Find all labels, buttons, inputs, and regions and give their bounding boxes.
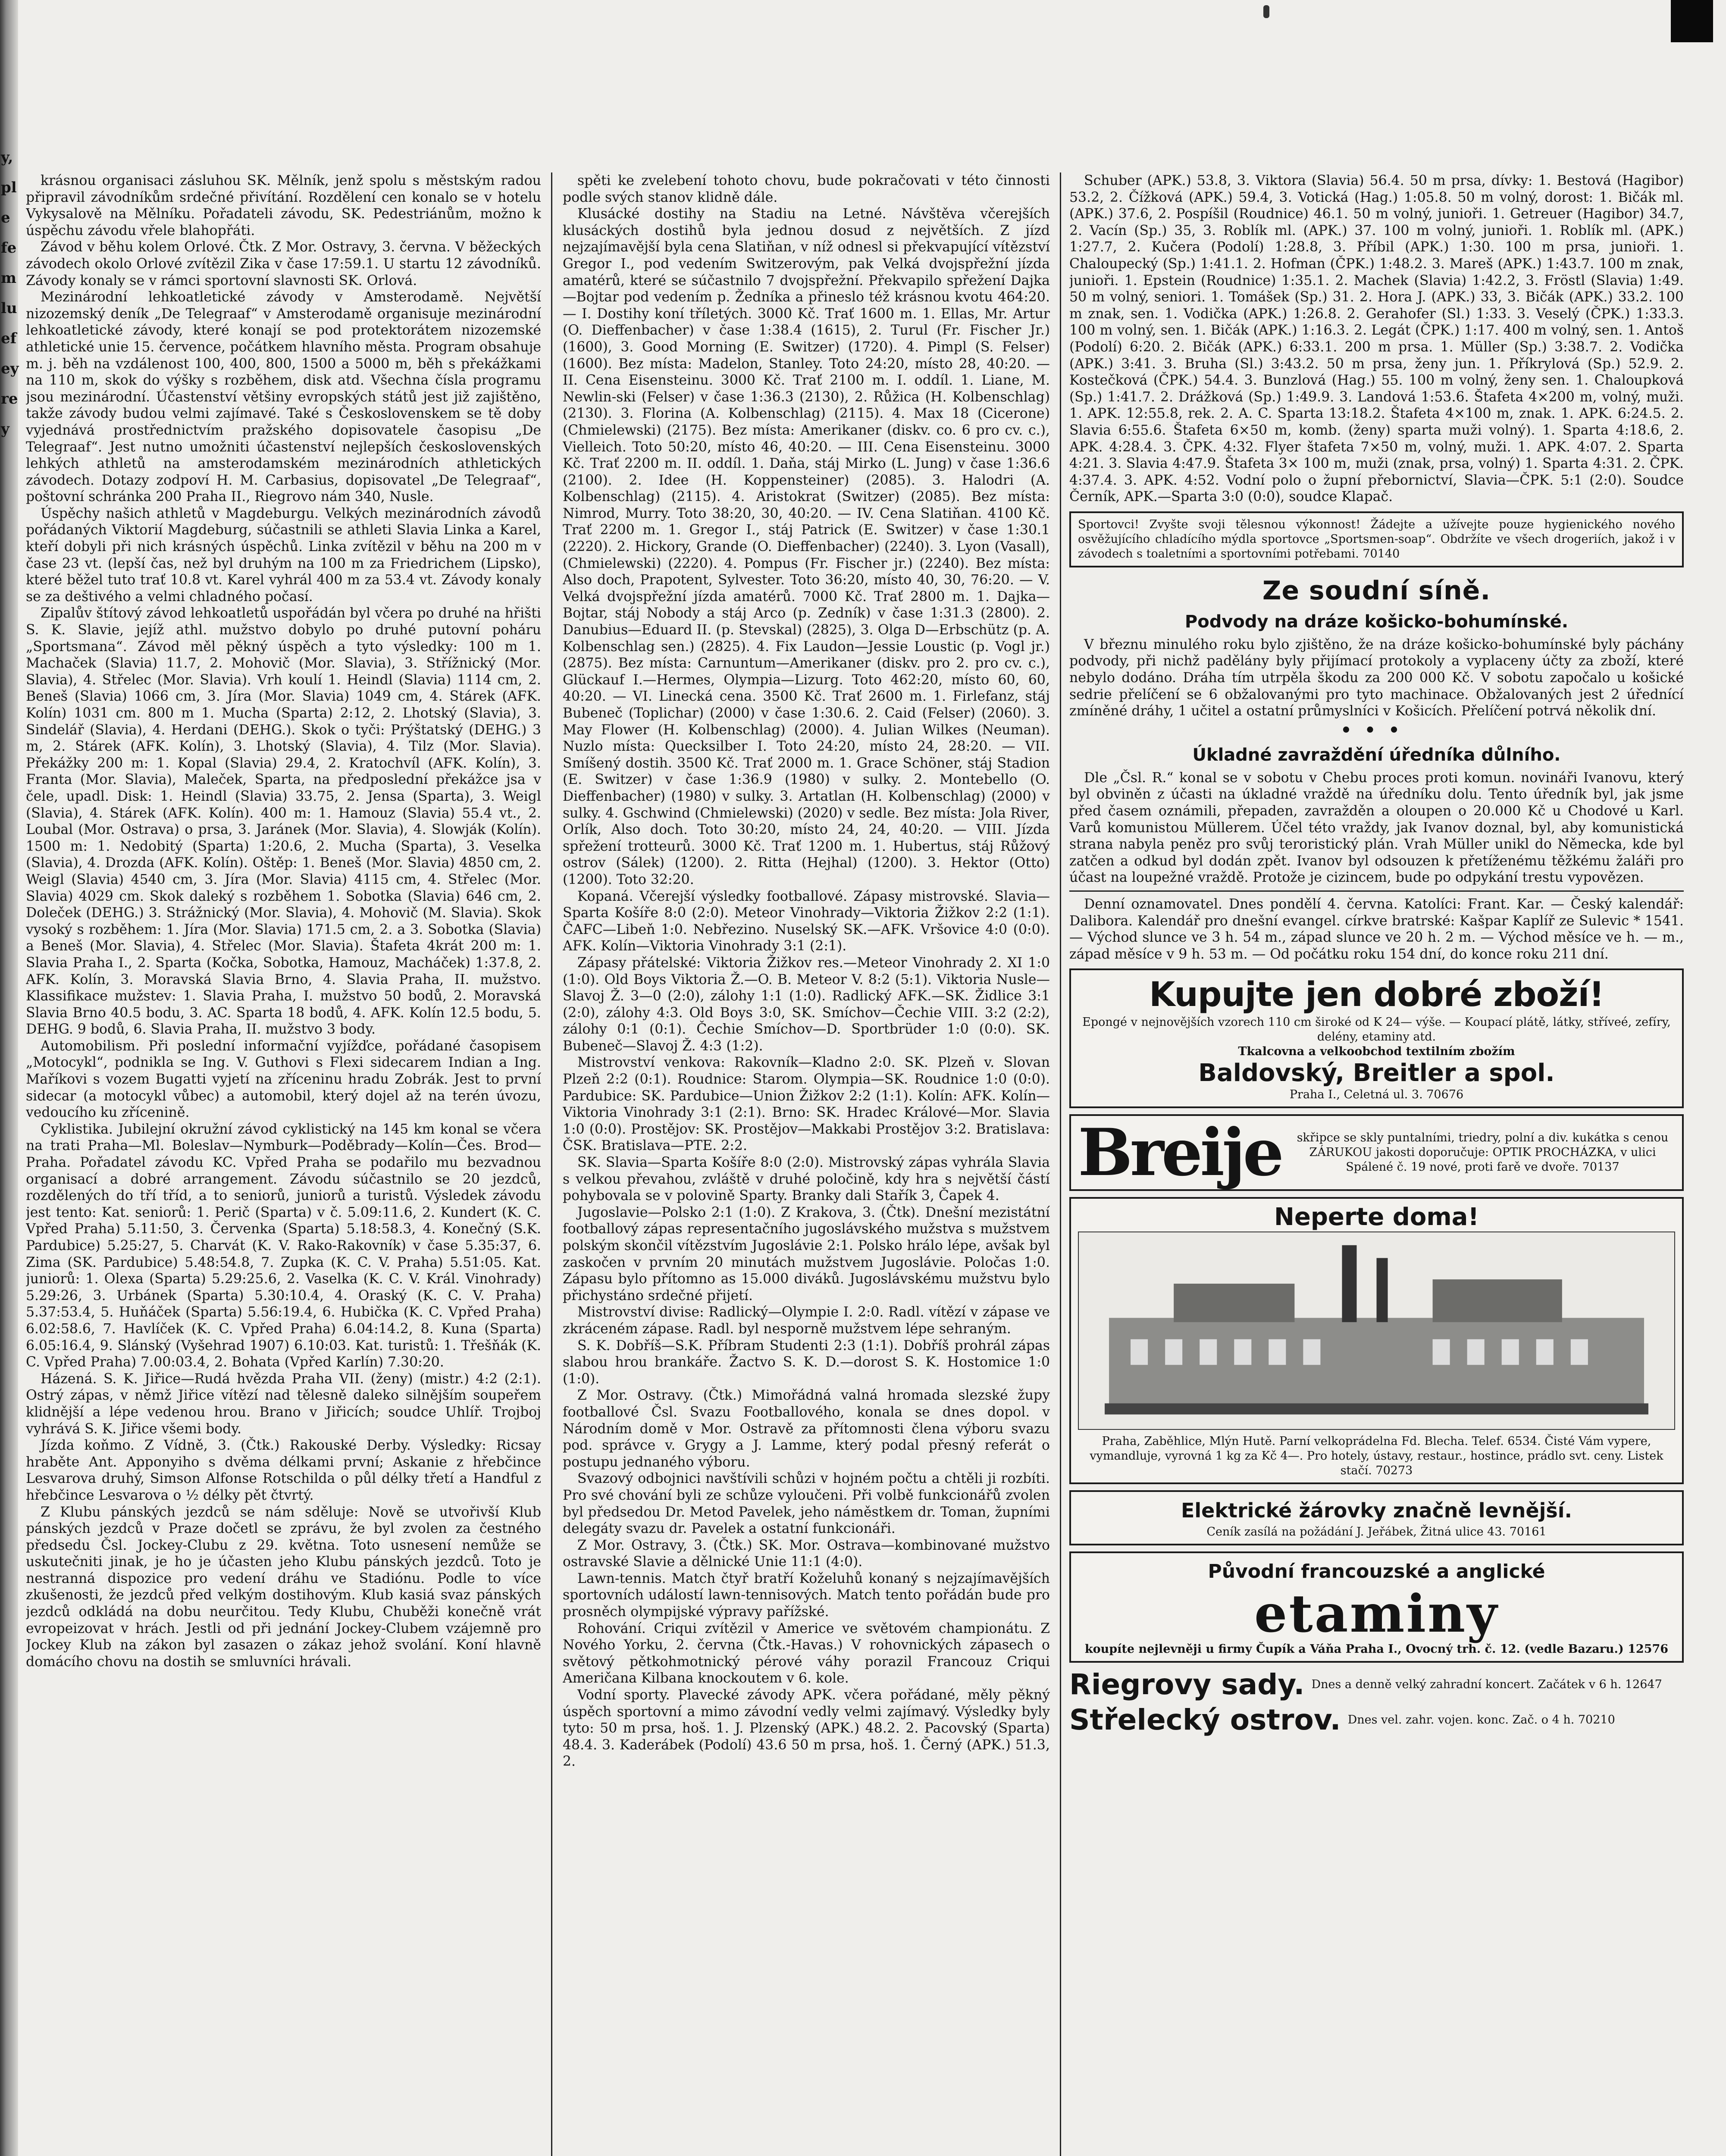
article-paragraph: Rohování. Criqui zvítězil v Americe ve světovém championátu. Z Nového Yorku, 2. června (Čtk.-Havas.) V rohovnických zápasech o světový pětkohmotnický pérové váhy porazil Francouz Criqui Američana Kilbana knockoutem v 6. kole.	[563, 1620, 1050, 1686]
column-2	[563, 172, 1050, 2156]
etaminy-advertisement	[1069, 1551, 1684, 1663]
article-paragraph: Klusácké dostihy na Stadiu na Letné. Návštěva včerejších klusáckých dostihů byla jednou dosud z největších. Z jízd nejzajímavější byla cena Slatiňan, v níž odnesl si překvapující vítězství Gregor I., pod vedením Switzerovým, pak Velká dvojspřežní jízda amatérů, které se súčastnilo 7 dvojspřežní. Překvapilo spřežení Dajka—Bojtar pod vedením p. Žedníka a přineslo též krásnou kvotu 464:20. — I. Dostihy koní tříletých. 3000 Kč. Trať 1600 m. 1. Ellas, Mr. Artur (O. Dieffenbacher) v čase 1:38.4 (1615), 2. Turul (Fr. Fischer Jr.) (1600), 3. Good Morning (E. Switzer) (1720). 4. Pimpl (S. Felser) (1600). Bez místa: Madelon, Stanley. Toto 24:20, místo 28, 40:20. — II. Cena Eisensteinu. 3000 Kč. Trať 2100 m. I. oddíl. 1. Liane, M. Newlin-ski (Felser) v čase 1:36.3 (2130), 2. Růžica (H. Kolbenschlag) (2130). 3. Florina (A. Kolbenschlag) (2115). 4. Max 18 (Cicerone) (Chmielewski) (2175). Bez místa: Amerikaner (diskv. co. 6 pro cv. c.), Vielleich. Toto 50:20, místo 46, 40:20. — III. Cena Eisensteinu. 3000 Kč. Trať 2200 m. II. oddíl. 1. Daňa, stáj Mirko (L. Jung) v čase 1:36.6 (2100). 2. Idee (H. Koppensteiner) (2085). 3. Halodri (A. Kolbenschlag) (2115). 4. Aristokrat (Switzer) (2085). Bez místa: Nimrod, Murry. Toto 38:20, 30, 40:20. — IV. Cena Slatiňan. 4100 Kč. Trať 2200 m. 1. Gregor I., stáj Patrick (E. Switzer) v čase 1:30.1 (2220). 2. Hickory, Grande (O. Dieffenbacher) (2240). 3. Lyon (Vasall), (Chmielewski) (2220). 4. Pompus (Fr. Fischer jr.) (2240). Bez místa: Also doch, Prapotent, Sylvester. Toto 36:20, místo 40, 30, 76:20. — V. Velká dvojspřežní jízda amatérů. 7000 Kč. Trať 2800 m. 1. Dajka—Bojtar, stáj Nobody a stáj Arco (p. Zedník) v čase 1:31.3 (2800). 2. Danubius—Eduard II. (p. Stevskal) (2825), 3. Olga D—Erbschütz (p. A. Kolbenschlag sen.) (2825). 4. Fix Laudon—Jessie Loustic (p. Vogl jr.) (2875). Bez místa: Carnuntum—Amerikaner (diskv. pro 2. pro cv. c.), Glückauf I.—Hermes, Olympia—Lizurg. Toto 462:20, místo 60, 60, 40:20. — VI. Linecká cena. 3500 Kč. Trať 2600 m. 1. Firlefanz, stáj Bubeneč (Toplichar) (2000) v čase 1:30.6. 2. Caid (Felser) (2060). 3. May Flower (H. Kolbenschlag) (2000). 4. Julian Wilkes (Neuman). Nuzlo místa: Quecksilber I. Toto 24:20, místo 24, 28:20. — VII. Smíšený dostih. 3500 Kč. Trať 2000 m. 1. Grace Schöner, stáj Stadion (E. Switzer) v čase 1:36.9 (1980) v sulky. 2. Montebello (O. Dieffenbacher) (1980) v sulky. 3. Artatlan (H. Kolbenschlag) (2000) v sulky. 4. Gschwind (Chmielewski) (2020) v sedle. Bez místa: Jola River, Orlík, Also doch. Toto 30:20, místo 24, 24, 40:20. — VIII. Jízda spřežení trotteurů. 3000 Kč. Trať 1200 m. 1. Hubertus, stáj Růžový ostrov (Sálek) (1200). 2. Ritta (Hejhal) (1200). 3. Hektor (Otto) (1200). Toto 32:20.	[563, 206, 1050, 887]
article-paragraph: S. K. Dobříš—S.K. Příbram Studenti 2:3 (1:1). Dobříš prohrál zápas slabou hrou brankáře. Žactvo S. K. D.—dorost S. K. Hostomice 1:0 (1:0).	[563, 1338, 1050, 1387]
ad-text: Dnes vel. zahr. vojen. konc. Zač. o 4 h. 70210	[1347, 1713, 1615, 1727]
breije-logo: Breije	[1078, 1115, 1281, 1191]
laundry-advertisement	[1069, 1197, 1684, 1484]
soap-advertisement	[1069, 511, 1684, 567]
article-paragraph: Úspěchy našich athletů v Magdeburgu. Velkých mezinárodních závodů pořádaných Viktorií Magdeburg, súčastnili se athleti Slavia Linka a Karel, kteří dobyli při nich krásných úspěchů. Linka zvítězil v běhu na 200 m v čase 23 vt. (lepší čas, než byl druhým na 100 m za Friedrichem (Lipsko), které běžel tuto trať 10.8 vt. Karel vyhrál 400 m za 53.4 vt. Závody konaly se za deštivého a velmi chladného počasí.	[26, 505, 541, 605]
ad-headline: Kupujte jen dobré zboží!	[1149, 975, 1604, 1015]
registration-mark	[1671, 0, 1713, 42]
print-blemish	[1263, 5, 1269, 18]
article-paragraph: Cyklistika. Jubilejní okružní závod cyklistický na 145 km konal se včera na trati Praha—Ml. Boleslav—Nymburk—Poděbrady—Kolín—Čes. Brod—Praha. Pořadatel závodu KC. Vpřed Praha se podařilo mu bezvadnou organisací a dobré arrangement. Závodu súčastnilo se 20 jezdců, rozdělených do tří tříd, a to seniorů, juniorů a turistů. Výsledek závodu jest tento: Kat. seniorů: 1. Perič (Sparta) v č. 5.09:11.6, 2. Kundert (K. C. Vpřed Praha) 5.11:50, 3. Červenka (Sparta) 5.18:58.3, 4. Konečný (S.K. Pardubice) 5.25:27, 5. Charvát (K. V. Rako-Rakovník) v čase 5.35:37, 6. Zima (SK. Pardubice) 5.48:54.8, 7. Zupka (K. C. V. Praha) 5.51:05. Kat. juniorů: 1. Olexa (Sparta) 5.29:25.6, 2. Vaselka (K. C. V. Král. Vinohrady) 5.29:26, 3. Urbánek (Sparta) 5.30:10.4, 4. Oraský (K. C. V. Praha) 5.37:53.4, 5. Huňáček (Sparta) 5.56:19.4, 6. Hubička (K. C. Vpřed Praha) 6.02:58.6, 7. Havlíček (K. C. Vpřed Praha) 6.04:14.2, 8. Kuna (Sparta) 6.05:16.4, 9. Slánský (Vyšehrad 1907) 6.10:03. Kat. turistů: 1. Třešňák (K. C. Vpřed Praha) 7.00:03.4, 2. Bohata (Vpřed Karlín) 7.30:20.	[26, 1121, 541, 1370]
ad-text: Ceník zasílá na požádání J. Jeřábek, Žitná ulice 43. 70161	[1206, 1525, 1547, 1539]
ad-text: Epongé v nejnovějších vzorech 110 cm široké od K 24— výše. — Koupací plátě, látky, stříveé, zefíry, delény, etaminy atd.	[1082, 1015, 1671, 1044]
article-paragraph: Z Mor. Ostravy, 3. (Čtk.) SK. Mor. Ostrava—kombinované mužstvo ostravské Slavie a dělnické Unie 11:1 (4:0).	[563, 1537, 1050, 1570]
column-1	[26, 172, 541, 2156]
etaminy-logo: etaminy	[1254, 1583, 1499, 1644]
ad-text: koupíte nejlevněji u firmy Čupík a Váňa Praha I., Ovocný trh. č. 12. (vedle Bazaru.) 12576	[1084, 1642, 1669, 1656]
ad-headline: Riegrovy sady.	[1069, 1667, 1305, 1701]
article-paragraph: Jugoslavie—Polsko 2:1 (1:0). Z Krakova, 3. (Čtk). Dnešní mezistátní footballový zápas representačního jugoslávského mužstva s mužstvem polským skončil vítězstvím Jugoslávie 2:1. Polsko hrálo lépe, avšak byl zaskočen v prvním 20 minutách mužstvem Jugoslávie. Poločas 1:0. Zápasu bylo přítomno as 15.000 diváků. Jugoslávskému mužstvu bylo přichystáno srdečné přijetí.	[563, 1204, 1050, 1304]
court-section-title: Ze soudní síně.	[1262, 575, 1491, 606]
article-paragraph: SK. Slavia—Sparta Košíře 8:0 (2:0). Mistrovský zápas vyhrála Slavia s velkou převahou, zvláště v druhé poločině, kdy hra s největší částí pohybovala se v polovině Sparty. Branky dali Stařík 3, Čapek 4.	[563, 1155, 1050, 1204]
article-paragraph: Vodní sporty. Plavecké závody APK. včera pořádané, měly pěkný úspěch sportovní a mimo závodní vedly velmi zajímavý. Výsledky byly tyto: 50 m prsa, hoš. 1. J. Plzenský (APK.) 48.2. 2. Pacovský (Sparta) 48.4. 3. Kaderábek (Podolí) 43.6 50 m prsa, hoš. 1. Černý (APK.) 51.3, 2.	[563, 1687, 1050, 1770]
ad-text: Tkalcovna a velkoobchod textilním zbožím	[1238, 1045, 1515, 1059]
article-paragraph: Jízda koňmo. Z Vídně, 3. (Čtk.) Rakouské Derby. Výsledky: Ricsay hraběte Ant. Apponyiho s dvěma délkami první; Askanie z hřebčince Lesvarova druhý, Simson Alfonse Rotschilda o půl délky třetí a Handful z hřebčince Lesvarova o ½ délky pět čtvrtý.	[26, 1438, 541, 1503]
column-3	[1069, 172, 1684, 2156]
strelecky-ad	[1069, 1704, 1684, 1736]
factory-illustration	[1078, 1232, 1675, 1430]
column-rule	[551, 172, 552, 2156]
newspaper-page	[26, 172, 1699, 2156]
article-paragraph: Házená. S. K. Jiřice—Rudá hvězda Praha VII. (ženy) (mistr.) 4:2 (2:1). Ostrý zápas, v němž Jiřice vítězí nad tělesně daleko silnějším soupeřem klidnější a lépe vedenou hrou. Brano v Jiřicích; soudce Uhlíř. Trojboj vyhrává S. K. Jiřice všemi body.	[26, 1371, 541, 1437]
article-paragraph: Automobilism. Při poslední informační vyjížďce, pořádané časopisem „Motocykl“, podnikla se Ing. V. Guthovi s Flexi sidecarem Indian a Ing. Maříkovi s vozem Bugatti vyjetí na zříceninu hradu Zobrák. Jest to první sidecar (a motocykl vůbec) a automobil, který dojel až na terén úvozu, vedoucího ku zřícenině.	[26, 1038, 541, 1121]
ad-headline: Střelecký ostrov.	[1069, 1703, 1341, 1736]
article-paragraph: Z Klubu pánských jezdců se nám sděluje: Nově se utvořivší Klub pánských jezdců v Praze dočetl se zprávu, že byl zvolen za čestného předsedu Čsl. Jockey-Clubu z 29. května. Toto usnesení nemůže se uskutečniti jinak, je ho je účasten jeho Klubu pánských jezdců. Toto je nestranná dispozice pro vedení dráhu ve Stadiónu. Podle to více zkušenosti, že jezdců před velkým dostihovým. Klub kasiá svaz pánských jezdců odkládá na dobu neurčitou. Tedy Klubu, Chuběži konečně vrát evropeizovat v hrách. Jestli od při jednání Jockey-Clubem vzájemně pro Jockey Klub na zákon byl zasazen o zákaz jehož svolání. Koní hlavně domácího chovu na dostih se smluvníci hrávali.	[26, 1504, 541, 1670]
ad-text: Praha, Zaběhlice, Mlýn Hutě. Parní velkoprádelna Fd. Blecha. Telef. 6534. Čisté Vám vypere, vymandluje, vyrovná 1 kg za Kč 4—. Pro hotely, ústavy, restaur., hostince, prádlo svt. ceny. Listek stačí. 70273	[1090, 1434, 1663, 1477]
soap-ad-text: Sportovci! Zvyšte svoji tělesnou výkonnost! Žádejte a užívejte pouze hygienického nového osvěžujícího chladícího mýdla sportovce „Sportsmen-soap“. Obdržíte ve všech drogeriích, jakož i v závodech s toaletními a sportovními potřebami. 70140	[1078, 517, 1675, 561]
article-paragraph: V březnu minulého roku bylo zjištěno, že na dráze košicko-bohumínské byly páchány podvody, při nichž padělány byly přijímací protokoly a vyplaceny účty za zboží, které nebylo dodáno. Dráha tím utrpěla škodu za 200 000 Kč. V sobotu započalo u košické sedrie přelíčení se 6 obžalovanými pro tyto machinace. Obžalovaných jest 2 úřednící zmíněné dráhy, 1 učitel a ostatní průmyslníci v Košicích. Přelíčení potrvá několik dní.	[1069, 636, 1684, 719]
kupujte-advertisement	[1069, 968, 1684, 1108]
article-paragraph: krásnou organisaci zásluhou SK. Mělník, jenž spolu s městským radou připravil závodníkům srdečné přivítání. Rozdělení cen konalo se v hotelu Vykysalově na Mělníku. Pořadateli závodu, SK. Pedestriánům, možno k úspěchu závodu vřele blahopřáti.	[26, 173, 541, 238]
section-divider-dots: •••	[1341, 720, 1413, 740]
ad-headline: Elektrické žárovky značně levnější.	[1181, 1498, 1573, 1522]
article-paragraph: Mezinárodní lehkoatletické závody v Amsterodamě. Největší nizozemský deník „De Telegraaf“ v Amsterodamě organisuje mezinárodní lehkoatletické závody, které konají se pod protektorátem nizozemské athletické unie 15. července, počátkem hlavního města. Program obsahuje m. j. běh na vzdálenost 100, 400, 800, 1500 a 5000 m, běh s překážkami na 110 m, skok do výšky s rozběhem, disk atd. Všechna čísla programu jsou mezinárodní. Účastenství většiny evropských států jest již zajištěno, takže závody budou velmi zajímavé. Také s Československem se tě doby vyjednává prostřednictvím pražského dopisovatele časopisu „De Telegraaf“. Jest nutno umožniti účastenství nejlepších československých lehkých athletů na amsterodamském mezinárodních athletických závodech. Dotazy zodpoví H. M. Carbasius, dopisovatel „De Telegraaf“, poštovní schránka 200 Praha II., Riegrovo nám 340, Nusle.	[26, 289, 541, 505]
ad-firm-name: Baldovský, Breitler a spol.	[1198, 1059, 1555, 1087]
article-paragraph: Schuber (APK.) 53.8, 3. Viktora (Slavia) 56.4. 50 m prsa, dívky: 1. Bestová (Hagibor) 53.2, 2. Čížková (APK.) 59.4, 3. Votická (Hag.) 1:05.8. 50 m volný, dorost: 1. Bičák ml. (APK.) 37.6, 2. Pospíšil (Roudnice) 46.1. 50 m volný, junioři. 1. Getreuer (Hagibor) 34.7, 2. Vacín (Sp.) 35, 3. Roblík ml. (APK.) 37. 100 m volný, junioři. 1. Roblík ml. (APK.) 1:27.7, 2. Kučera (Podolí) 1:28.8, 3. Příbil (APK.) 1:30. 100 m prsa, junioři. 1. Chaloupecký (Sp.) 1:41.1. 2. Hofman (ČPK.) 1:48.2. 3. Mareš (APK.) 1:43.7. 100 m znak, junioři. 1. Epstein (Roudnice) 1:35.1. 2. Machek (Slavia) 1:42.2, 3. Fröstl (Slavia) 1:49. 50 m volný, seniori. 1. Tomášek (Sp.) 31. 2. Hora J. (APK.) 33, 3. Bičák (APK.) 33.2. 100 m znak, sen. 1. Vodička (APK.) 1:26.8. 2. Gerahofer (Sl.) 1:33. 3. Veselý (ČPK.) 1:33.3. 100 m volný, sen. 1. Bičák (APK.) 1:16.3. 2. Legát (ČPK.) 1:17. 400 m volný, sen. 1. Antoš (Podolí) 6:20. 2. Bičák (APK.) 6:33.1. 200 m prsa. 1. Müller (Sp.) 3:38.7. 2. Vodička (APK.) 3:41. 3. Bruha (Sl.) 3:43.2. 50 m prsa, ženy jun. 1. Příkrylová (Sp.) 52.9. 2. Kostečková (ČPK.) 54.4. 3. Bunzlová (Hag.) 55. 100 m volný, ženy sen. 1. Chaloupková (Sp.) 1:41.7. 2. Drážková (Sp.) 1:49.9. 3. Landová 1:53.6. Štafeta 4×200 m, volný, muži. 1. APK. 12:55.8, rek. 2. A. C. Sparta 13:18.2. Štafeta 4×100 m, znak. 1. APK. 6:24.5. 2. Slavia 6:55.6. Štafeta 6×50 m, komb. (ženy) sparta muži volný). 1. Sparta 4:18.6, 2. APK. 4:28.4. 3. ČPK. 4:32. Flyer štafeta 7×50 m, volný, muži. 1. APK. 4:07. 2. Sparta 4:21. 3. Slavia 4:47.9. Štafeta 3× 100 m, muži (znak, prsa, volný) 1. Sparta 4:31. 2. ČPK. 4:37.4. 3. APK. 4:52. Vodní polo o župní přebornictví, Slavia—ČPK. 5:1 (2:0). Soudce Černík, APK.—Sparta 3:0 (0:0), soudce Klapač.	[1069, 173, 1684, 505]
ad-headline: Neperte doma!	[1274, 1203, 1479, 1232]
ad-text: Dnes a denně velký zahradní koncert. Začátek v 6 h. 12647	[1311, 1677, 1662, 1691]
court-article-headline: Podvody na dráze košicko-bohumínské.	[1184, 611, 1569, 632]
bulbs-advertisement	[1069, 1490, 1684, 1545]
article-paragraph: Lawn-tennis. Match čtyř bratří Koželuhů konaný s nejzajímavějších sportovních událostí lawn-tennisových. Match tento pořádán bude pro prosněch olympijské výpravy pařížské.	[563, 1570, 1050, 1620]
ad-address: Praha I., Celetná ul. 3. 70676	[1289, 1088, 1464, 1102]
breije-advertisement	[1069, 1114, 1684, 1191]
column-rule	[1060, 172, 1061, 2156]
murder-article-headline: Úkladné zavraždění úředníka důlního.	[1192, 745, 1561, 765]
article-paragraph: Zápasy přátelské: Viktoria Žižkov res.—Meteor Vinohrady 2. XI 1:0 (1:0). Old Boys Viktoria Ž.—O. B. Meteor V. 8:2 (5:1). Viktoria Nusle—Slavoj Ž. 3—0 (2:0), zálohy 1:1 (1:0). Radlický AFK.—SK. Židlice 3:1 (2:0), zálohy 4:3. Old Boys 3:0, SK. Smíchov—Čechie VIII. 3:2 (2:2), zálohy 0:1 (0:1). Čechie Smíchov—D. Sportbrüder 1:0 (0:0). SK. Bubeneč—Slavoj Ž. 4:3 (1:2).	[563, 955, 1050, 1054]
ad-text: skřipce se skly puntalními, triedry, polní a div. kukátka s cenou ZÁRUKOU jakosti doporučuje: OPTIK PROCHÁZKA, v ulici Spálené č. 19 nové, proti farě ve dvoře. 70137	[1297, 1131, 1669, 1174]
daily-notice: Denní oznamovatel. Dnes pondělí 4. června. Katolíci: Frant. Kar. — Český kalendář: Dalibora. Kalendář pro dnešní evangel. církve bratrské: Kašpar Kaplíř ze Sulevic * 1541. — Východ slunce ve 3 h. 54 m., západ slunce ve 20 h. 2 m. — Východ měsíce ve h. — m., západ měsíce v 9 h. 53 m. — Od počátku roku 154 dní, do konce roku 211 dní.	[1069, 896, 1684, 962]
article-paragraph: Zipalův štítový závod lehkoatletů uspořádán byl včera po druhé na hřišti S. K. Slavie, jejíž athl. mužstvo dobylo po druhé putovní poháru „Sportsmana“. Závod měl pěkný úspěch a tyto výsledky: 100 m 1. Machaček (Slavia) 11.7, 2. Mohovič (Mor. Slavia), 3. Střížnický (Mor. Slavia), 4. Střelec (Mor. Slavia). Vrh koulí 1. Heindl (Slavia) 1114 cm, 2. Beneš (Slavia) 1066 cm, 3. Jíra (Mor. Slavia) 1049 cm, 4. Stárek (AFK. Kolín) 1031 cm. 800 m 1. Mucha (Sparta) 2:12, 2. Lhotský (Slavia), 3. Sindelář (Slavia), 4. Herdani (DEHG.). Skok o tyči: Prýštatský (DEHG.) 3 m, 2. Stárek (AFK. Kolín), 3. Lhotský (Slavia), 4. Tilz (Mor. Slavia). Překážky 200 m: 1. Kopal (Slavia) 29.4, 2. Kratochvíl (AFK. Kolín), 3. Franta (Mor. Slavia), Maleček, Sparta, na předposlední překážce jsa v čele, upadl. Disk: 1. Heindl (Slavia) 33.75, 2. Jensa (Sparta), 3. Weigl (Slavia), 4. Stárek (AFK. Kolín). 400 m: 1. Hamouz (Slavia) 55.4 vt., 2. Loubal (Mor. Ostrava) o prsa, 3. Jaránek (Mor. Slavia), 4. Slowják (Kolín). 1500 m: 1. Nedobitý (Sparta) 1:20.6, 2. Mucha (Sparta), 3. Veselka (Slavia), 4. Drozda (AFK. Kolín). Oštěp: 1. Beneš (Mor. Slavia) 4850 cm, 2. Weigl (Slavia) 4540 cm, 3. Jíra (Mor. Slavia) 4115 cm, 4. Střelec (Mor. Slavia) 4029 cm. Skok daleký s rozběhem 1. Sobotka (Slavia) 646 cm, 2. Doleček (DEHG.) 3. Strážnický (Mor. Slavia), 4. Mohovič (M. Slavia). Skok vysoký s rozběhem: 1. Jíra (Mor. Slavia) 171.5 cm, 2. a 3. Sobotka (Slavia) a Beneš (Mor. Slavia), 4. Střelec (Mor. Slavia). Štafeta 4krát 200 m: 1. Slavia Praha I., 2. Sparta (Kočka, Sobotka, Hamouz, Macháček) 1:37.8, 2. AFK. Kolín, 3. Moravská Slavia Brno, 4. Slavia Praha, II. mužstvo. Klassifikace mužstev: 1. Slavia Praha, I. mužstvo 50 bodů, 2. Moravská Slavia Brno 40.5 bodu, 3. AC. Sparta 18 bodů, 4. AFK. Kolín 12.5 bodu, 5. DEHG. 9 bodů, 6. Slavia Praha, II. mužstvo 3 body.	[26, 605, 541, 1037]
article-paragraph: Z Mor. Ostravy. (Čtk.) Mimořádná valná hromada slezské župy footballové Čsl. Svazu Footballového, konala se dnes dopol. v Národním domě v Mor. Ostravě za přítomnosti člena výboru svazu pod. správce v. Grygy a J. Lamme, který podal přesný referát o postupu jednaného výboru.	[563, 1388, 1050, 1470]
article-paragraph: Svazový odbojnici navštívili schůzi v hojném počtu a chtěli ji rozbíti. Pro své chování byli ze schůze vyloučeni. Při volbě funkcionářů zvolen byl předsedou Dr. Metod Pavelek, jeho náměstkem dr. Toman, župními delegáty svazu dr. Pavelek a ostatní funkcionáři.	[563, 1471, 1050, 1537]
article-paragraph: Mistrovství divise: Radlický—Olympie I. 2:0. Radl. vítězí v zápase ve zkráceném zápase. Radl. byl nesporně mužstvem lépe sehraným.	[563, 1304, 1050, 1337]
article-paragraph: Závod v běhu kolem Orlové. Čtk. Z Mor. Ostravy, 3. června. V běžeckých závodech okolo Orlové zvítězil Zika v čase 17:59.1. U startu 12 závodníků. Závody konaly se v rámci sportovní slavnosti SK. Orlová.	[26, 239, 541, 288]
cropped-margin-text: y, pl e fe m lu ef ey re y	[1, 149, 19, 438]
article-paragraph: spěti ke zvelebení tohoto chovu, bude pokračovati v této činnosti podle svých stanov klidně dále.	[563, 173, 1050, 205]
article-paragraph: Mistrovství venkova: Rakovník—Kladno 2:0. SK. Plzeň v. Slovan Plzeň 2:2 (0:1). Roudnice: Starom. Olympia—SK. Roudnice 1:0 (0:0). Pardubice: SK. Pardubice—Union Žižkov 2:2 (1:1). Kolín: AFK. Kolín—Viktoria Vinohrady 3:1 (2:1). Brno: SK. Hradec Králové—Mor. Slavia 1:0 (0:0). Prostějov: SK. Prostějov—Makkabi Prostějov 3:2. Bratislava: ČSK. Bratislava—PTE. 2:2.	[563, 1055, 1050, 1154]
ad-headline: Původní francouzské a anglické	[1208, 1560, 1545, 1583]
divider	[1069, 890, 1684, 892]
article-paragraph: Kopaná. Včerejší výsledky footballové. Zápasy mistrovské. Slavia—Sparta Košíře 8:0 (2:0). Meteor Vinohrady—Viktoria Žižkov 2:2 (1:1). ČAFC—Libeň 1:0. Nebřezino. Nuselský SK.—AFK. Vršovice 4:0 (0:0). AFK. Kolín—Viktoria Vinohrady 3:1 (2:1).	[563, 888, 1050, 954]
riegrovy-ad	[1069, 1669, 1684, 1701]
article-paragraph: Dle „Čsl. R.“ konal se v sobotu v Chebu proces proti komun. novináři Ivanovu, který byl obviněn z účasti na úkladné vraždě na úředníku dolu. Tento úředník byl, jak jsme před časem oznámili, přepaden, zavražděn a oloupen o 20.000 Kč u Chodové u Karl. Varů komunistou Müllerem. Účel této vraždy, jak Ivanov doznal, byl, aby komunistická strana nabyla peněz pro svůj teroristický plán. Vrah Müller unikl do Německa, kde byl zatčen a odkud byl dodán zpět. Ivanov byl odsouzen k přetíženému těžkému žaláři pro účast na loupežné vraždě. Protože je cizincem, bude po odpykání trestu vypovězen.	[1069, 770, 1684, 886]
